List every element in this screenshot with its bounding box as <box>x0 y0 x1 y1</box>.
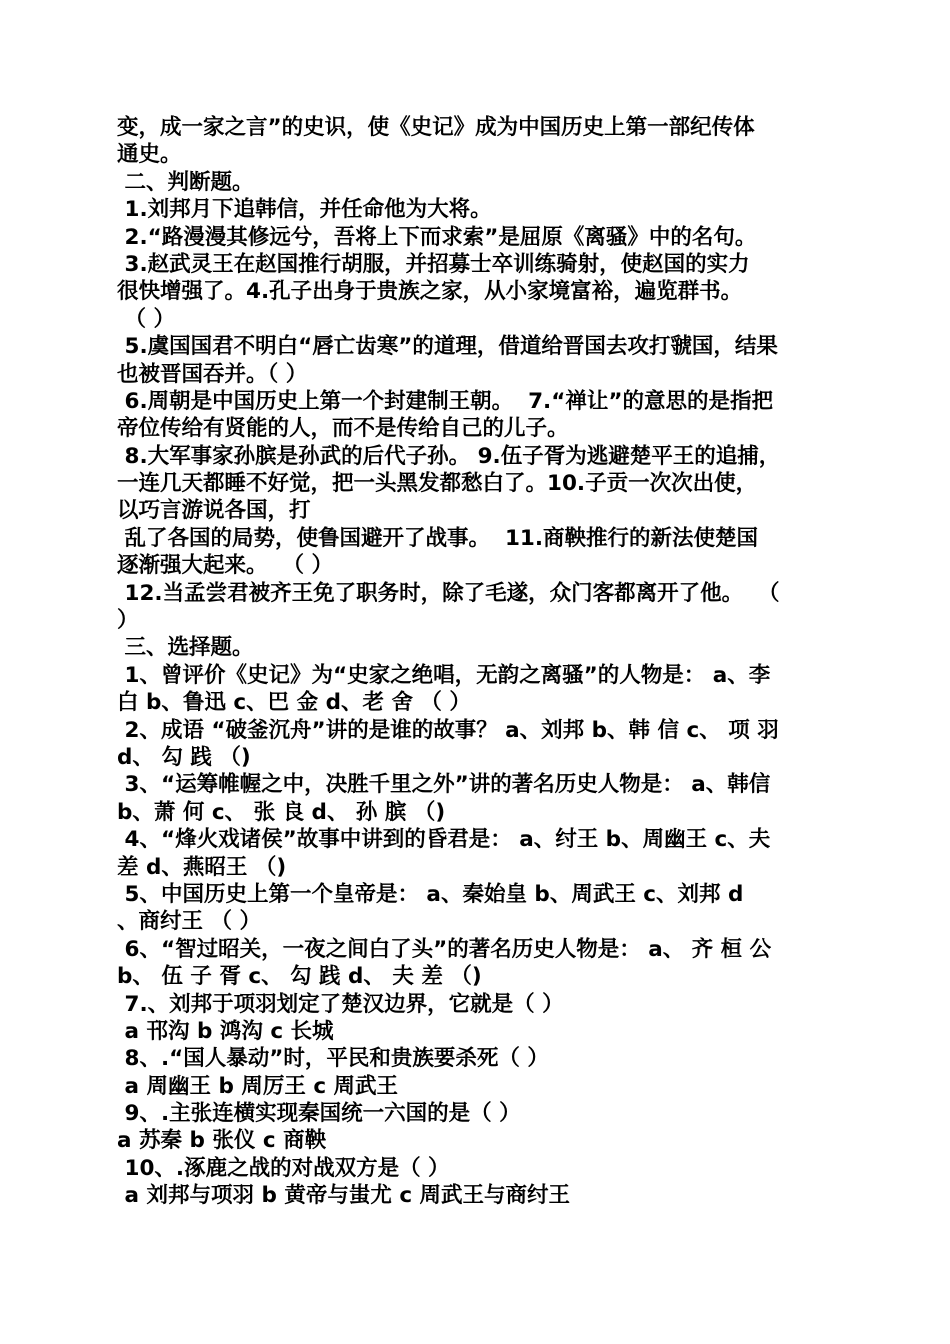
question-line: 5.虞国国君不明白“唇亡齿寒”的道理，借道给晋国去攻打虢国，结果 <box>117 334 778 360</box>
options-line: 白 b、鲁迅 c、巴 金 d、老 舍 （ ） <box>117 690 471 716</box>
options-line: a 刘邦与项羽 b 黄帝与蚩尤 c 周武王与商纣王 <box>117 1183 571 1209</box>
options-line: a 苏秦 b 张仪 c 商鞅 <box>117 1128 327 1154</box>
answer-blank: ） <box>117 608 139 634</box>
question-line: 2、成语 “破釜沉舟”讲的是谁的故事？ a、刘邦 b、韩 信 c、 项 羽 <box>117 717 779 743</box>
question-line: 5、中国历史上第一个皇帝是： a、秦始皇 b、周武王 c、刘邦 d <box>117 881 744 907</box>
question-line: 6、“智过昭关，一夜之间白了头”的著名历史人物是： a、 齐 桓 公 <box>117 936 772 962</box>
question-line: 1、曾评价《史记》为“史家之绝唱，无韵之离骚”的人物是： a、李 <box>117 662 771 688</box>
answer-blank: （ ） <box>117 306 175 332</box>
question-line: 6.周朝是中国历史上第一个封建制王朝。 7.“禅让”的意思的是指把 <box>117 388 773 414</box>
question-line: 3、“运筹帷幄之中，决胜千里之外”讲的著名历史人物是： a、韩信 <box>117 772 771 798</box>
options-line: b、 伍 子 胥 c、 勾 践 d、 夫 差 （) <box>117 964 482 990</box>
options-line: a 邗沟 b 鸿沟 c 长城 <box>117 1018 334 1044</box>
question-line: 9、.主张连横实现秦国统一六国的是（ ） <box>117 1101 521 1127</box>
question-line: 3.赵武灵王在赵国推行胡服，并招募士卒训练骑射，使赵国的实力 <box>117 251 750 277</box>
question-line: 很快增强了。4.孔子出身于贵族之家，从小家境富裕，遍览群书。 <box>117 279 743 305</box>
question-line: 一连几天都睡不好觉，把一头黑发都愁白了。10.子贡一次次出使， <box>117 471 758 497</box>
question-line: 7.、刘邦于项羽划定了楚汉边界，它就是（ ） <box>117 991 564 1017</box>
options-line: a 周幽王 b 周厉王 c 周武王 <box>117 1073 399 1099</box>
question-line: 乱了各国的局势，使鲁国避开了战事。 11.商鞅推行的新法使楚国 <box>117 525 759 551</box>
section-heading: 三、选择题。 <box>117 635 254 661</box>
question-line: 10、.涿鹿之战的对战双方是（ ） <box>117 1155 450 1181</box>
question-line: 4、“烽火戏诸侯”故事中讲到的昏君是： a、纣王 b、周幽王 c、夫 <box>117 827 771 853</box>
question-line: 帝位传给有贤能的人，而不是传给自己的儿子。 <box>117 416 569 442</box>
text-line: 通史。 <box>117 142 182 168</box>
question-line: 12.当孟尝君被齐王免了职务时，除了毛遂，众门客都离开了他。 （ <box>117 580 780 606</box>
question-line: 8、.“国人暴动”时，平民和贵族要杀死（ ） <box>117 1046 549 1072</box>
question-line: 以巧言游说各国，打 <box>117 498 311 524</box>
options-line: b、萧 何 c、 张 良 d、 孙 膑 （) <box>117 799 446 825</box>
options-line: 、商纣王 （ ） <box>117 909 261 935</box>
question-line: 8.大军事家孙膑是孙武的后代子孙。 9.伍子胥为逃避楚平王的追捕， <box>117 443 781 469</box>
question-line: 也被晋国吞并。（ ） <box>117 361 308 387</box>
options-line: 差 d、燕昭王 （) <box>117 854 287 880</box>
question-line: 逐渐强大起来。 （ ） <box>117 553 333 579</box>
section-heading: 二、判断题。 <box>117 169 254 195</box>
question-line: 1.刘邦月下追韩信，并任命他为大将。 <box>117 197 492 223</box>
document-page <box>117 114 837 1210</box>
text-line: 变，成一家之言”的史识，使《史记》成为中国历史上第一部纪传体 <box>117 115 755 140</box>
options-line: d、 勾 践 （) <box>117 744 251 770</box>
question-line: 2.“路漫漫其修远兮，吾将上下而求索”是屈原《离骚》中的名句。 <box>117 224 757 250</box>
